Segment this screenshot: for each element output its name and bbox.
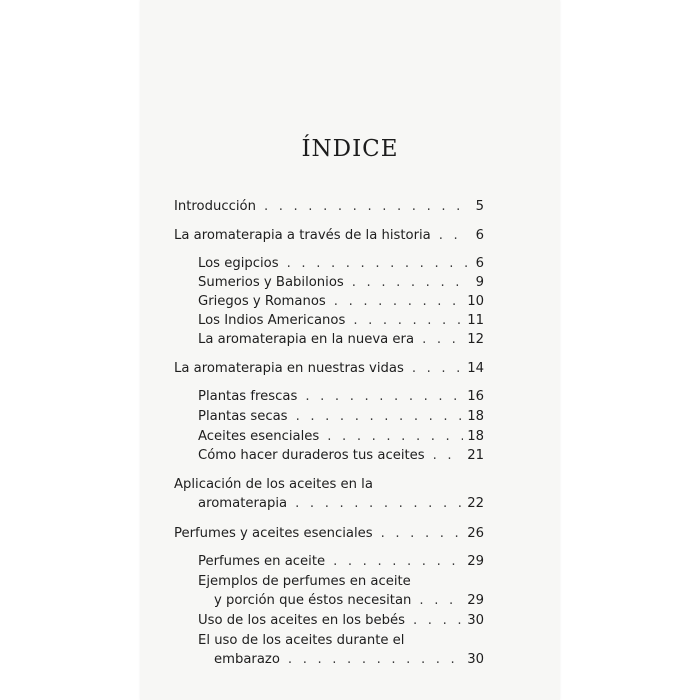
toc-entry-label: La aromaterapia en nuestras vidas xyxy=(174,361,404,376)
toc-entry-perfumes xyxy=(174,526,484,544)
toc-entry-page: 11 xyxy=(467,313,484,328)
toc-entry-plantas-frescas xyxy=(198,389,484,407)
toc-entry-bebes xyxy=(198,613,484,631)
toc-entry-label: Perfumes y aceites esenciales xyxy=(174,526,373,541)
toc-entry-page: 29 xyxy=(467,593,484,608)
toc-entry-indios xyxy=(198,313,484,331)
toc-entry-page: 10 xyxy=(467,294,484,309)
toc-entry-page: 6 xyxy=(475,256,484,271)
toc-entry-aplicacion xyxy=(198,496,484,514)
dot-leader xyxy=(296,409,464,424)
dot-leader xyxy=(334,294,463,309)
dot-leader xyxy=(327,429,463,444)
toc-entry-label: Introducción xyxy=(174,199,256,214)
toc-entry-page: 16 xyxy=(467,389,484,404)
toc-entry-page: 9 xyxy=(475,275,484,290)
toc-entry-page: 6 xyxy=(475,228,484,243)
toc-entry-page: 22 xyxy=(467,496,484,511)
dot-leader xyxy=(353,313,463,328)
toc-entry-page: 5 xyxy=(475,199,484,214)
toc-entry-ejemplos-line1: Ejemplos de perfumes en aceite xyxy=(198,574,411,589)
toc-entry-nuestras-vidas xyxy=(174,361,484,379)
toc-entry-label: embarazo xyxy=(214,652,280,667)
toc-entry-egipcios xyxy=(198,256,484,274)
dot-leader xyxy=(264,199,468,214)
toc-entry-sumerios xyxy=(198,275,484,293)
toc-entry-perfumes-aceite xyxy=(198,554,484,572)
toc-entry-label: Los Indios Americanos xyxy=(198,313,346,328)
toc-entry-page: 30 xyxy=(467,613,484,628)
toc-entry-label: Uso de los aceites en los bebés xyxy=(198,613,406,628)
page-title: ÍNDICE xyxy=(301,136,399,162)
toc-entry-label: Aceites esenciales xyxy=(198,429,320,444)
dot-leader xyxy=(288,652,463,667)
toc-entry-label: La aromaterapia a través de la historia xyxy=(174,228,431,243)
toc-entry-page: 30 xyxy=(467,652,484,667)
dot-leader xyxy=(422,332,463,347)
toc-entry-embarazo-line1: El uso de los aceites durante el xyxy=(198,633,405,648)
dot-leader xyxy=(352,275,468,290)
dot-leader xyxy=(295,496,463,511)
dot-leader xyxy=(333,554,463,569)
toc-entry-nueva-era xyxy=(198,332,484,350)
dot-leader xyxy=(433,448,464,463)
toc-entry-historia xyxy=(174,228,484,246)
dot-leader xyxy=(305,389,463,404)
toc-entry-label: La aromaterapia en la nueva era xyxy=(198,332,415,347)
dot-leader xyxy=(412,361,463,376)
dot-leader xyxy=(413,613,463,628)
toc-entry-embarazo xyxy=(214,652,484,670)
toc-entry-page: 26 xyxy=(467,526,484,541)
toc-entry-label: Sumerios y Babilonios xyxy=(198,275,344,290)
toc-entry-label: y porción que éstos necesitan xyxy=(214,593,412,608)
toc-entry-page: 21 xyxy=(467,448,484,463)
toc-entry-ejemplos xyxy=(214,593,484,611)
toc-entry-duraderos xyxy=(198,448,484,466)
dot-leader xyxy=(419,593,463,608)
toc-entry-griegos xyxy=(198,294,484,312)
toc-entry-aceites-esenciales xyxy=(198,429,484,447)
dot-leader xyxy=(439,228,468,243)
toc-entry-label: Cómo hacer duraderos tus aceites xyxy=(198,448,425,463)
toc-entry-page: 12 xyxy=(467,332,484,347)
toc-entry-page: 14 xyxy=(467,361,484,376)
toc-entry-label: Perfumes en aceite xyxy=(198,554,326,569)
toc-entry-introduccion xyxy=(174,199,484,217)
toc-entry-label: Plantas secas xyxy=(198,409,288,424)
toc-entry-label: Plantas frescas xyxy=(198,389,298,404)
dot-leader xyxy=(287,256,468,271)
toc-entry-aplicacion-line1: Aplicación de los aceites en la xyxy=(174,477,373,492)
toc-entry-label: Los egipcios xyxy=(198,256,279,271)
toc-entry-label: aromaterapia xyxy=(198,496,288,511)
toc-entry-page: 18 xyxy=(467,429,484,444)
toc-entry-plantas-secas xyxy=(198,409,484,427)
toc-entry-label: Griegos y Romanos xyxy=(198,294,326,309)
dot-leader xyxy=(381,526,464,541)
toc-entry-page: 29 xyxy=(467,554,484,569)
toc-entry-page: 18 xyxy=(467,409,484,424)
